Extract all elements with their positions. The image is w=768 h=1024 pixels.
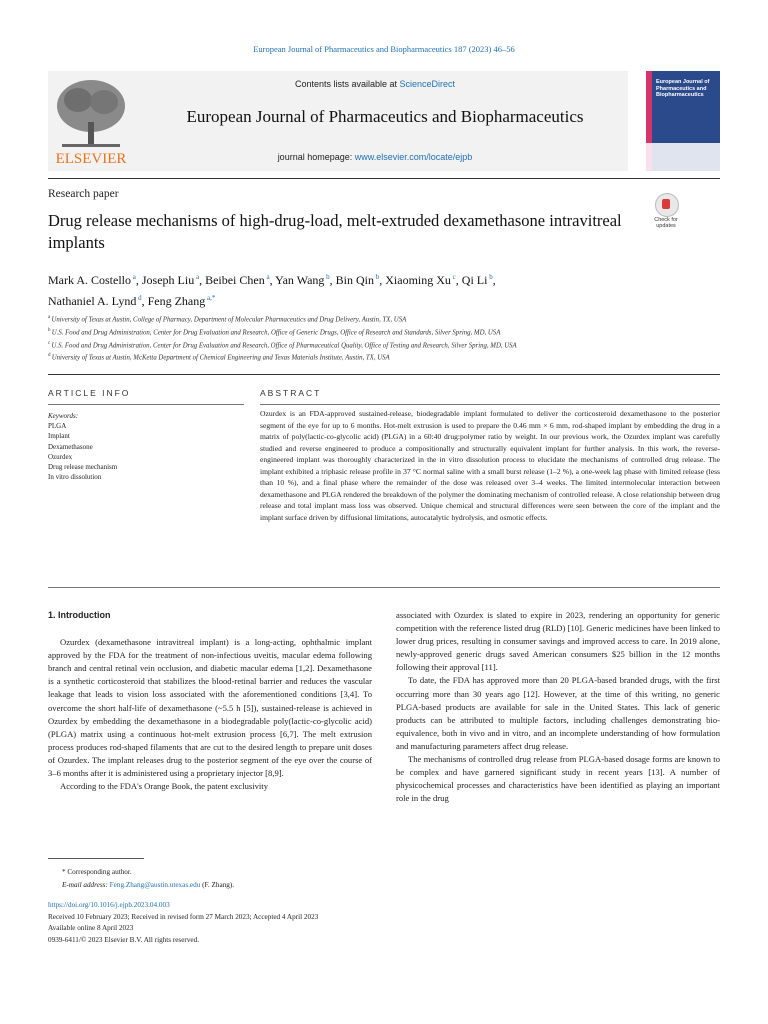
- body-column-left: [48, 609, 372, 793]
- section-heading: 1. Introduction: [48, 610, 111, 620]
- contents-line: [140, 79, 610, 89]
- affiliation-key: b: [48, 327, 52, 333]
- author-name[interactable]: Yan Wang: [275, 273, 325, 287]
- article-metadata: [48, 900, 648, 946]
- affiliation-marker[interactable]: a: [194, 273, 200, 281]
- abstract-heading: ABSTRACT: [260, 388, 322, 398]
- keywords-label: Keywords:: [48, 412, 79, 420]
- affiliation-marker[interactable]: a,*: [205, 294, 216, 302]
- journal-title: European Journal of Pharmaceutics and Biopharmaceutics: [186, 107, 584, 126]
- author-name[interactable]: Xiaoming Xu: [385, 273, 451, 287]
- homepage-line: [140, 152, 610, 162]
- affiliation-marker[interactable]: d: [136, 294, 142, 302]
- article-type: Research paper: [48, 188, 119, 200]
- cover-footer: [646, 143, 720, 171]
- abstract-text: Ozurdex is an FDA-approved sustained-release, biodegradable implant formulated to deliver the corticosteroid dexamethasone to the posterior segment of the eye for up to 6 months. Hot-melt extrusion is used to prepare the 0.46 mm × 6 mm, rod-shaped implant by embedding the drug in a matrix of poly(lactic-co-glycolic acid) (PLGA) in a 60:40 drug:polymer ratio by weight. In our previous work, the Ozurdex implant was carefully studied and reverse engineered to produce a compositionally and structurally equivalent implant for further analysis. In this work, the reverse-engineered implant was thoroughly characterized in the in vitro dissolution process to elucidate the mechanisms of controlled drug release. The implant exhibited a triphasic release profile in 37 °C normal saline with a small burst release (1–2 %), a one-week lag phase with limited release (less than 10 %), and a final phase where the remainder of the dose was released over 3–4 weeks. The limited intermolecular interaction between dexamethasone and PLGA rendered the breakdown of the polymer the dominating mechanism of controlled release. A close relationship between drug release and total implant mass loss was observed. Unique chemical and structural differences were seen between the core of the implant and the implant surface driven by diffusional limitations, autocatalytic hydrolysis, and osmotic effects.: [260, 409, 720, 522]
- footnote-divider: [48, 858, 144, 859]
- divider: [260, 404, 720, 405]
- divider: [48, 404, 244, 405]
- author-name[interactable]: Beibei Chen: [205, 273, 265, 287]
- copyright: 0939-6411/© 2023 Elsevier B.V. All rights reserved.: [48, 935, 199, 944]
- affiliation-key: a: [48, 315, 52, 320]
- author-name[interactable]: Mark A. Costello: [48, 273, 131, 287]
- affiliation-text: U.S. Food and Drug Administration, Center for Drug Evaluation and Research, Office of Generic Drugs, Office of Research and Standards, Silver Spring, MD, USA: [51, 329, 501, 337]
- keyword-list: [48, 421, 244, 482]
- body-column-right: [396, 609, 720, 805]
- journal-cover[interactable]: [646, 71, 720, 171]
- affiliation-text: U.S. Food and Drug Administration, Center for Drug Evaluation and Research, Office of Pharmaceutical Quality, Office of Testing and Research, Silver Spring, MD, USA: [51, 341, 517, 349]
- affiliation-text: University of Texas at Austin, McKetta Department of Chemical Engineering and Texas Materials Institute, Austin, TX, USA: [51, 354, 390, 362]
- affiliation-key: c: [48, 340, 52, 346]
- affiliation-list: [48, 313, 688, 364]
- keyword: PLGA: [48, 422, 67, 431]
- affiliation-marker[interactable]: b: [374, 273, 380, 281]
- doi-link[interactable]: https://doi.org/10.1016/j.ejpb.2023.04.003: [48, 901, 170, 909]
- affiliation-marker[interactable]: b: [487, 273, 493, 281]
- affiliation-marker[interactable]: a: [131, 273, 136, 281]
- publisher-name: ELSEVIER: [55, 151, 127, 166]
- affiliation-marker[interactable]: a: [264, 273, 270, 281]
- paper-title: Drug release mechanisms of high-drug-load, melt-extruded dexamethasone intravitreal implants: [48, 211, 622, 252]
- author-name[interactable]: Feng Zhang: [147, 294, 206, 308]
- affiliation: [48, 326, 688, 339]
- author-name[interactable]: Bin Qin: [335, 273, 374, 287]
- contents-prefix: Contents lists available at: [294, 79, 400, 89]
- received-dates: Received 10 February 2023; Received in revised form 27 March 2023; Accepted 4 April 2023: [48, 912, 319, 921]
- check-for-updates-badge[interactable]: [646, 193, 686, 231]
- cover-title: European Journal of Pharmaceutics and Biopharmaceutics: [656, 79, 710, 98]
- corresponding-note: * Corresponding author.: [62, 868, 132, 876]
- email-label: E-mail address:: [62, 880, 110, 889]
- elsevier-logo: [48, 72, 134, 166]
- keyword: Implant: [48, 432, 70, 441]
- check-for-updates-label: Check for updates: [654, 217, 678, 229]
- footnotes: [48, 866, 448, 891]
- divider: [48, 587, 720, 588]
- affiliation-key: d: [48, 353, 52, 359]
- homepage-prefix: journal homepage:: [277, 152, 355, 162]
- paragraph: To date, the FDA has approved more than 20 PLGA-based branded drugs, with the first occurring more than 30 years ago [12]. However, at the time of this writing, no generic PLGA-based products are available for sale in the United States. This lack of generic products can be attributed to multiple factors, including challenges demonstrating bio-equivalence, both in vivo and in vitro, and an incomplete understanding of how formulation and manufacturing parameters affect drug release.: [396, 675, 720, 751]
- author-list: Mark A. Costello $^a$, Joseph Liu $^a$, Beibei Chen $^a$, Yan Wang $^b$, Bin Qin $^b$, Xiaoming Xu $^c$, Qi Li $^b$, Nathaniel A. Lynd $^d$, Feng Zhang $^{a,*}$: [48, 273, 496, 308]
- author-name[interactable]: Qi Li: [461, 273, 488, 287]
- paragraph: Ozurdex (dexamethasone intravitreal implant) is a long-acting, ophthalmic implant approved by the FDA for the treatment of non-infectious uveitis, macular edema following branch and central retinal vein occlusion, and diabetic macular edema [1,2]. Dexamethasone is a synthetic corticosteroid that stabilizes the blood-retinal barrier and reduces the vascular leakage that leads to vision loss associated with the aforementioned conditions [3,4]. To overcome the short half-life of dexamethasone (~5.5 h [5]), sustained-release is achieved in Ozurdex by embedding the dexamethasone in a biodegradable poly(lactic-co-glycolic acid) (PLGA) matrix using a continuous hot-melt extrusion process [6,7]. The melt extrusion process produces rod-shaped filaments that are cut to the desired length to prepare unit doses of Ozurdex. The implant releases drug to the posterior segment of the eye over the course of 3–6 months after it is administered using a proprietary injector [8,9].: [48, 637, 372, 779]
- paragraph: The mechanisms of controlled drug release from PLGA-based dosage forms are known to be complex and have garnered significant study in recent years [13]. A number of physicochemical processes and characteristics have been identified as playing an important role in the drug: [396, 754, 720, 804]
- homepage-link[interactable]: www.elsevier.com/locate/ejpb: [354, 152, 473, 162]
- email-suffix: (F. Zhang).: [200, 880, 235, 889]
- sciencedirect-link[interactable]: ScienceDirect: [399, 79, 456, 89]
- keyword: Drug release mechanism: [48, 463, 118, 472]
- affiliation-marker[interactable]: c: [450, 273, 456, 281]
- journal-reference[interactable]: European Journal of Pharmaceutics and Biopharmaceutics 187 (2023) 46–56: [253, 44, 515, 54]
- article-info-heading: ARTICLE INFO: [48, 388, 131, 398]
- affiliation: [48, 313, 688, 326]
- email-link[interactable]: Feng.Zhang@austin.utexas.edu: [109, 880, 201, 889]
- paragraph: associated with Ozurdex is slated to expire in 2023, rendering an opportunity for generic competition with the reference listed drug (RLD) [10]. Generic medicines have been linked to lower drug prices, resulting in consumer savings and improved access to care. In 2019 alone, newly-approved generic drugs saved American consumers $25 billion in the 12 months following their approval [11].: [396, 610, 720, 673]
- affiliation-text: University of Texas at Austin, College of Pharmacy, Department of Molecular Pharmaceutics and Drug Delivery, Austin, TX, USA: [51, 316, 407, 324]
- author-name[interactable]: Joseph Liu: [141, 273, 195, 287]
- paragraph: According to the FDA's Orange Book, the patent exclusivity: [60, 781, 268, 792]
- divider: [48, 178, 720, 179]
- affiliation-marker[interactable]: b: [324, 273, 330, 281]
- author-name[interactable]: Nathaniel A. Lynd: [48, 294, 137, 308]
- check-for-updates-icon: [655, 193, 679, 217]
- divider: [48, 374, 720, 375]
- keyword: Ozurdex: [48, 452, 73, 461]
- email-note: [48, 879, 448, 892]
- keywords-block: [48, 411, 244, 482]
- keyword: In vitro dissolution: [48, 473, 102, 482]
- affiliation: [48, 351, 688, 364]
- keyword: Dexamethasone: [48, 442, 93, 451]
- available-online: Available online 8 April 2023: [48, 924, 134, 932]
- affiliation: [48, 339, 688, 352]
